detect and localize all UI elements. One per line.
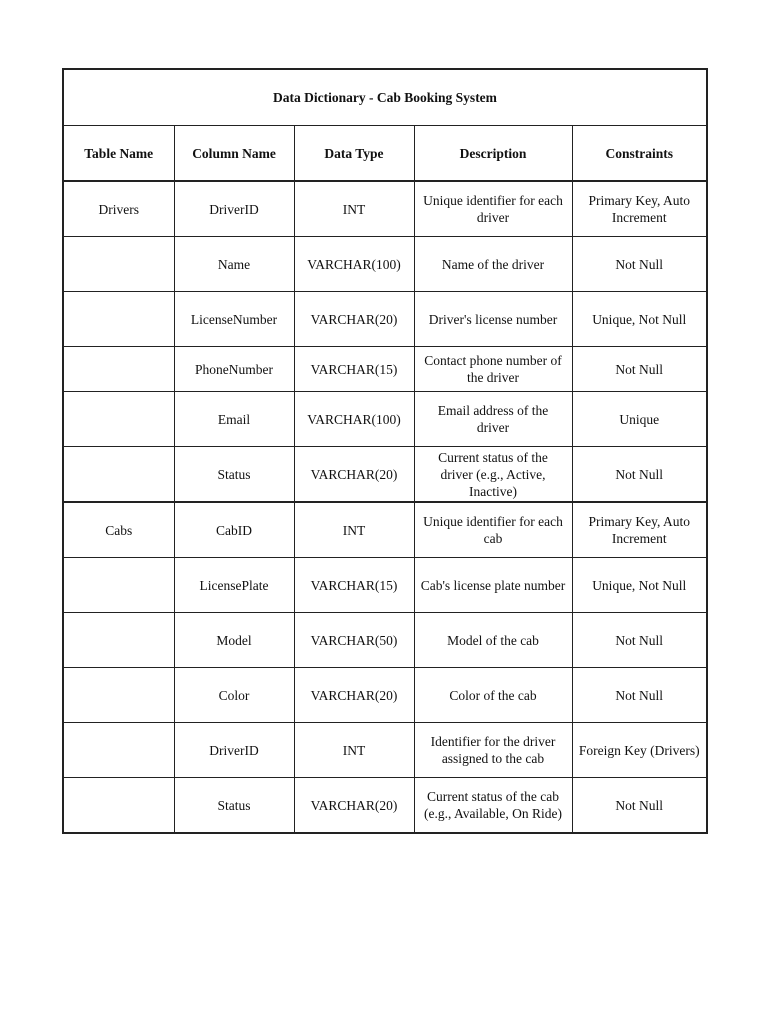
- table-row: [63, 447, 707, 503]
- cell-column-name: LicenseNumber: [174, 292, 294, 347]
- cell-constraints: Not Null: [572, 237, 707, 292]
- cell-constraints: Not Null: [572, 778, 707, 834]
- table-row: [63, 723, 707, 778]
- cell-description: Name of the driver: [414, 237, 572, 292]
- cell-column-name: Email: [174, 392, 294, 447]
- cell-data-type: INT: [294, 181, 414, 237]
- header-column-name: Column Name: [174, 126, 294, 182]
- cell-description: Model of the cab: [414, 613, 572, 668]
- cell-column-name: DriverID: [174, 181, 294, 237]
- header-row: [63, 126, 707, 182]
- cell-table-name: [63, 668, 174, 723]
- header-description: Description: [414, 126, 572, 182]
- cell-description: Unique identifier for each cab: [414, 502, 572, 558]
- cell-description: Email address of the driver: [414, 392, 572, 447]
- header-data-type: Data Type: [294, 126, 414, 182]
- cell-description: Contact phone number of the driver: [414, 347, 572, 392]
- cell-table-name: [63, 723, 174, 778]
- cell-description: Driver's license number: [414, 292, 572, 347]
- cell-data-type: VARCHAR(15): [294, 347, 414, 392]
- cell-data-type: VARCHAR(20): [294, 292, 414, 347]
- cell-constraints: Unique, Not Null: [572, 292, 707, 347]
- table-row: [63, 237, 707, 292]
- cell-data-type: VARCHAR(20): [294, 778, 414, 834]
- cell-description: Cab's license plate number: [414, 558, 572, 613]
- cell-column-name: Name: [174, 237, 294, 292]
- cell-table-name: [63, 392, 174, 447]
- cell-data-type: VARCHAR(15): [294, 558, 414, 613]
- cell-column-name: DriverID: [174, 723, 294, 778]
- cell-table-name: [63, 347, 174, 392]
- table-row: [63, 778, 707, 834]
- cell-table-name: [63, 558, 174, 613]
- cell-data-type: VARCHAR(20): [294, 447, 414, 503]
- cell-column-name: Status: [174, 447, 294, 503]
- cell-constraints: Not Null: [572, 613, 707, 668]
- header-table-name: Table Name: [63, 126, 174, 182]
- cell-constraints: Primary Key, Auto Increment: [572, 502, 707, 558]
- cell-data-type: INT: [294, 502, 414, 558]
- table-row: [63, 613, 707, 668]
- cell-table-name: Drivers: [63, 181, 174, 237]
- header-constraints: Constraints: [572, 126, 707, 182]
- cell-data-type: VARCHAR(50): [294, 613, 414, 668]
- cell-description: Identifier for the driver assigned to the cab: [414, 723, 572, 778]
- table-row: [63, 502, 707, 558]
- cell-column-name: Model: [174, 613, 294, 668]
- cell-constraints: Unique: [572, 392, 707, 447]
- cell-description: Current status of the driver (e.g., Active, Inactive): [414, 447, 572, 503]
- cell-column-name: Status: [174, 778, 294, 834]
- cell-constraints: Not Null: [572, 347, 707, 392]
- table-row: [63, 181, 707, 237]
- cell-constraints: Primary Key, Auto Increment: [572, 181, 707, 237]
- document-title: Data Dictionary - Cab Booking System: [63, 69, 707, 126]
- cell-column-name: CabID: [174, 502, 294, 558]
- cell-data-type: INT: [294, 723, 414, 778]
- cell-description: Current status of the cab (e.g., Available, On Ride): [414, 778, 572, 834]
- cell-data-type: VARCHAR(100): [294, 392, 414, 447]
- cell-column-name: LicensePlate: [174, 558, 294, 613]
- cell-table-name: [63, 778, 174, 834]
- cell-data-type: VARCHAR(20): [294, 668, 414, 723]
- cell-table-name: [63, 613, 174, 668]
- data-dictionary-table: [62, 68, 708, 834]
- table-row: [63, 558, 707, 613]
- cell-column-name: Color: [174, 668, 294, 723]
- cell-data-type: VARCHAR(100): [294, 237, 414, 292]
- cell-description: Unique identifier for each driver: [414, 181, 572, 237]
- cell-table-name: [63, 292, 174, 347]
- table-row: [63, 392, 707, 447]
- cell-constraints: Not Null: [572, 447, 707, 503]
- cell-table-name: Cabs: [63, 502, 174, 558]
- cell-table-name: [63, 447, 174, 503]
- cell-constraints: Unique, Not Null: [572, 558, 707, 613]
- table-row: [63, 292, 707, 347]
- cell-column-name: PhoneNumber: [174, 347, 294, 392]
- table-row: [63, 347, 707, 392]
- cell-table-name: [63, 237, 174, 292]
- cell-constraints: Not Null: [572, 668, 707, 723]
- table-row: [63, 668, 707, 723]
- cell-constraints: Foreign Key (Drivers): [572, 723, 707, 778]
- cell-description: Color of the cab: [414, 668, 572, 723]
- title-row: [63, 69, 707, 126]
